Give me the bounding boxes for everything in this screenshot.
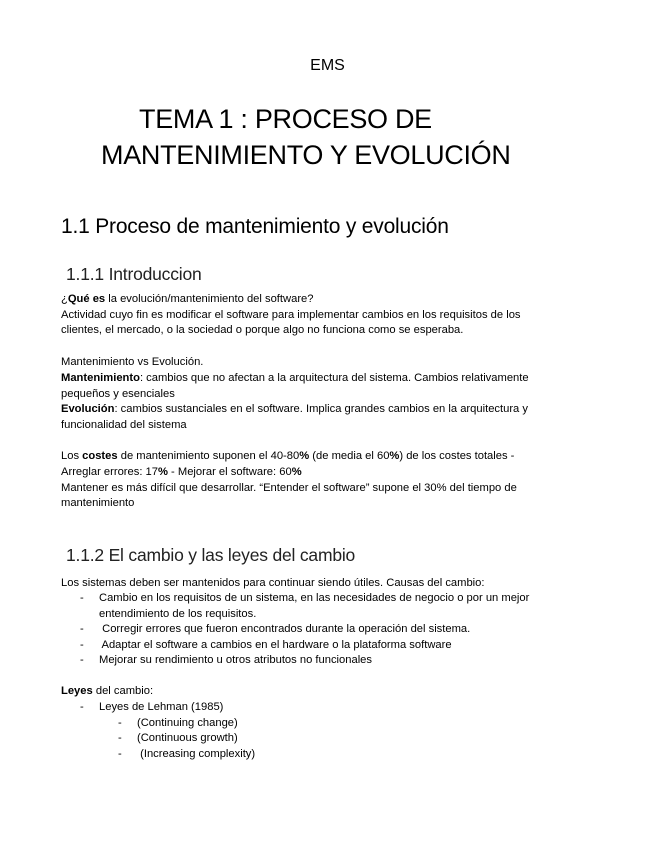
maintain-harder-line-1: Mantener es más difícil que desarrollar. “Entender el software” supone el 30% del tiempo de — [61, 482, 517, 494]
maintenance-definition-line-2: pequeños y esenciales — [61, 388, 175, 400]
document-title-line-2: MANTENIMIENTO Y EVOLUCIÓN — [101, 140, 511, 170]
list-bullet: - — [118, 732, 122, 744]
document-title-line-1: TEMA 1 : PROCESO DE — [139, 104, 432, 134]
list-bullet: - — [118, 717, 122, 729]
list-bullet: - — [80, 592, 84, 604]
costs-line-2: Arreglar errores: 17% - Mejorar el software: 60% — [61, 466, 302, 478]
list-bullet: - — [118, 748, 122, 760]
list-bullet: - — [80, 639, 84, 651]
maintain-harder-line-2: mantenimiento — [61, 497, 135, 509]
list-item: Corregir errores que fueron encontrados durante la operación del sistema. — [99, 623, 471, 635]
definition-line-1: Actividad cuyo fin es modificar el software para implementar cambios en los requisitos de los — [61, 309, 521, 321]
list-bullet: - — [80, 701, 84, 713]
change-intro: Los sistemas deben ser mantenidos para continuar siendo útiles. Causas del cambio: — [61, 577, 485, 589]
list-bullet: - — [80, 654, 84, 666]
page-header: EMS — [310, 57, 345, 74]
section-heading-1-1: 1.1 Proceso de mantenimiento y evolución — [61, 215, 449, 238]
list-item: Mejorar su rendimiento u otros atributos no funcionales — [99, 654, 372, 666]
lehman-law-item: (Continuous growth) — [137, 732, 238, 744]
maintenance-vs-evolution: Mantenimiento vs Evolución. — [61, 356, 204, 368]
what-is-question: ¿Qué es la evolución/mantenimiento del software? — [61, 293, 314, 305]
section-heading-1-1-2: 1.1.2 El cambio y las leyes del cambio — [66, 545, 356, 565]
costs-line-1: Los costes de mantenimiento suponen el 40-80% (de media el 60%) de los costes totales - — [61, 450, 515, 462]
list-item: Cambio en los requisitos de un sistema, en las necesidades de negocio o por un mejor — [99, 592, 530, 604]
lehman-law-item: (Increasing complexity) — [137, 748, 256, 760]
section-heading-1-1-1: 1.1.1 Introduccion — [66, 264, 202, 284]
list-item-continuation: entendimiento de los requisitos. — [99, 608, 257, 620]
list-item: Adaptar el software a cambios en el hardware o la plataforma software — [99, 639, 452, 651]
lehman-law-item: (Continuing change) — [137, 717, 238, 729]
definition-line-2: clientes, el mercado, o la sociedad o porque algo no funciona como se esperaba. — [61, 324, 464, 336]
evolution-definition-line-1: Evolución: cambios sustanciales en el software. Implica grandes cambios en la arquitectura y — [61, 403, 528, 415]
laws-heading: Leyes del cambio: — [61, 685, 154, 697]
list-bullet: - — [80, 623, 84, 635]
maintenance-definition-line-1: Mantenimiento: cambios que no afectan a la arquitectura del sistema. Cambios relativamente — [61, 372, 529, 384]
list-item-lehman: Leyes de Lehman (1985) — [99, 701, 224, 713]
evolution-definition-line-2: funcionalidad del sistema — [61, 419, 187, 431]
